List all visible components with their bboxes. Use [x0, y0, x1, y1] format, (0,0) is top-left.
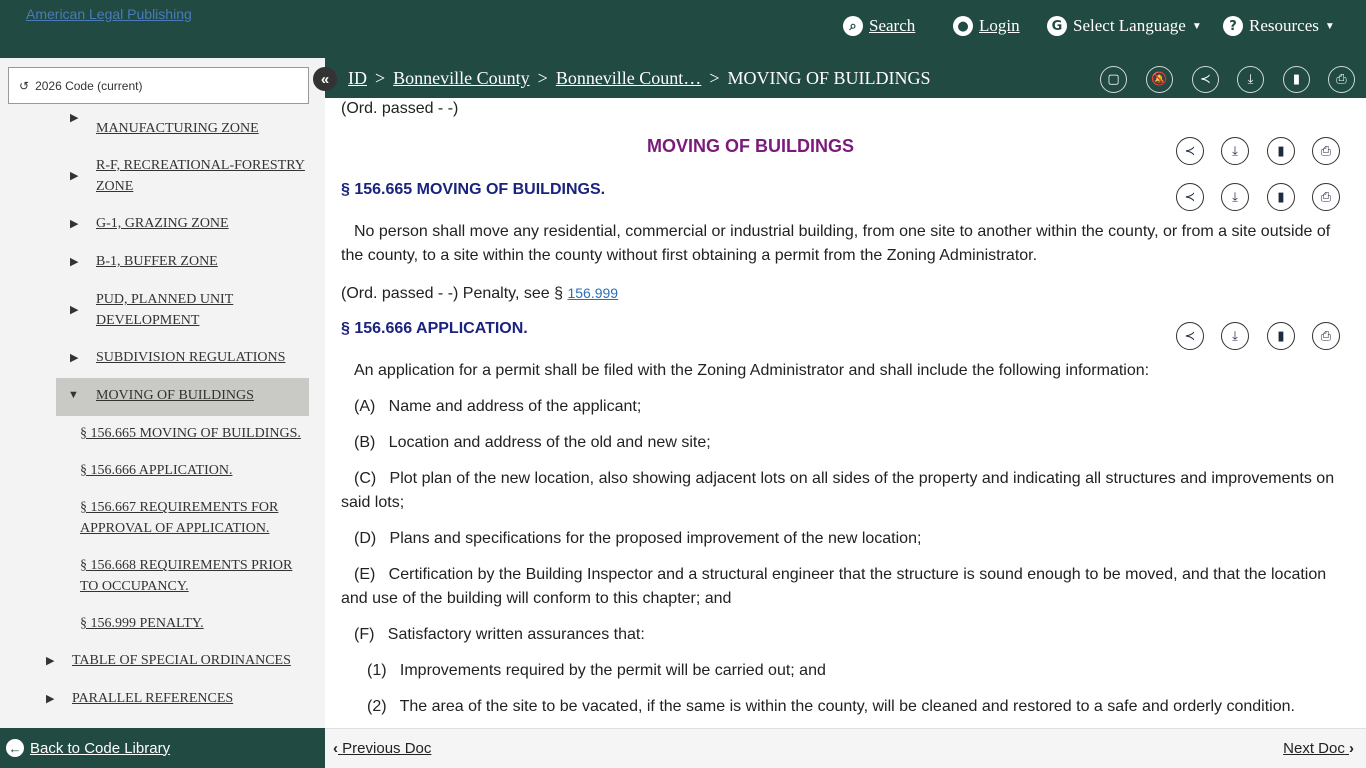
previous-doc-link[interactable]	[333, 740, 431, 757]
toc-item[interactable]: PUD, PLANNED UNIT DEVELOPMENT	[96, 292, 234, 328]
breadcrumb-id[interactable]: ID	[348, 68, 367, 88]
collapse-icon[interactable]: ▼	[68, 389, 79, 401]
toc-subitem[interactable]: § 156.668 REQUIREMENTS PRIOR TO OCCUPANCY.	[80, 558, 293, 594]
document-title: MOVING OF BUILDINGS	[647, 136, 854, 156]
print-icon[interactable]: ⎙	[1312, 137, 1340, 165]
notes-icon[interactable]: ▢	[1100, 66, 1127, 93]
back-label: Back to Code Library	[30, 739, 171, 757]
print-icon[interactable]: ⎙	[1312, 322, 1340, 350]
list-subitem: (2) The area of the site to be vacated, if the same is within the county, will be cleaned and restored to a safe and orderly condition.	[367, 698, 1295, 715]
download-icon[interactable]: ⤓	[1237, 66, 1264, 93]
toc-item[interactable]: SUBDIVISION REGULATIONS	[96, 350, 286, 365]
separator: >	[375, 68, 386, 88]
search-button[interactable]	[843, 16, 915, 36]
print-icon[interactable]: ⎙	[1312, 183, 1340, 211]
expand-icon[interactable]: ▶	[70, 256, 79, 268]
chevron-right-icon: ›	[1349, 740, 1354, 757]
user-icon: ●	[953, 16, 973, 36]
toc-item[interactable]: B-1, BUFFER ZONE	[96, 254, 218, 269]
section-text: An application for a permit shall be filed with the Zoning Administrator and shall include the following information:	[354, 362, 1150, 379]
search-label: Search	[869, 16, 916, 35]
bookmark-icon[interactable]: ▮	[1267, 137, 1295, 165]
download-icon[interactable]: ⤓	[1221, 137, 1249, 165]
resources-menu[interactable]	[1223, 16, 1335, 36]
login-label: Login	[979, 16, 1020, 35]
breadcrumb	[348, 68, 930, 89]
expand-icon[interactable]: ▶	[46, 693, 55, 705]
resources-label: Resources	[1249, 16, 1319, 35]
breadcrumb-code[interactable]: Bonneville Count…	[555, 68, 702, 88]
toc-item-selected[interactable]: MOVING OF BUILDINGS	[96, 388, 254, 403]
breadcrumb-current: MOVING OF BUILDINGS	[727, 68, 931, 88]
bookmark-icon[interactable]: ▮	[1267, 322, 1295, 350]
help-icon: ?	[1223, 16, 1243, 36]
language-label: Select Language	[1073, 16, 1186, 35]
section-heading: § 156.666 APPLICATION.	[341, 320, 528, 337]
next-doc-link[interactable]	[1283, 740, 1354, 757]
separator: >	[709, 68, 720, 88]
google-icon: G	[1047, 16, 1067, 36]
list-item: (C) Plot plan of the new location, also showing adjacent lots on all sides of the property and indicating all structures and improvements on said lots;	[341, 470, 1339, 511]
arrow-left-icon: ←	[6, 739, 24, 757]
chevron-left-icon: ‹	[333, 740, 338, 757]
version-label: 2026 Code (current)	[35, 78, 143, 93]
back-to-library-link[interactable]	[0, 728, 325, 768]
download-icon[interactable]: ⤓	[1221, 183, 1249, 211]
chevron-down-icon: ▼	[1191, 20, 1202, 32]
penalty-note	[341, 281, 1341, 306]
list-item: (B) Location and address of the old and new site;	[354, 434, 711, 451]
toc-sidebar	[0, 58, 325, 728]
toc-item[interactable]: MANUFACTURING ZONE	[96, 121, 259, 136]
top-header	[0, 0, 1366, 58]
section-heading: § 156.665 MOVING OF BUILDINGS.	[341, 181, 606, 198]
bookmark-icon[interactable]: ▮	[1267, 183, 1295, 211]
share-icon[interactable]: ≺	[1176, 183, 1204, 211]
list-item: (F) Satisfactory written assurances that:	[354, 626, 645, 643]
next-label: Next Doc	[1283, 740, 1345, 757]
chevron-down-icon: ▼	[1324, 20, 1335, 32]
share-icon[interactable]: ≺	[1176, 322, 1204, 350]
separator: >	[537, 68, 548, 88]
section-text: No person shall move any residential, commercial or industrial building, from one site to another within the county, or from a site outside of the county, to a site within the county without first obtaining a permit from the Zoning Administrator.	[341, 223, 1331, 264]
expand-icon[interactable]: ▶	[70, 218, 79, 230]
penalty-link[interactable]: 156.999	[567, 285, 619, 301]
expand-icon[interactable]: ▶	[46, 655, 55, 667]
collapse-sidebar-button[interactable]: «	[313, 67, 337, 91]
note-text: (Ord. passed - -) Penalty, see §	[341, 285, 564, 302]
list-item: (E) Certification by the Building Inspector and a structural engineer that the structure is sound enough to be moved, and that the location and use of the building will conform to this chapter; and	[341, 566, 1331, 607]
doc-nav-footer	[325, 728, 1366, 768]
toc-item[interactable]: G-1, GRAZING ZONE	[96, 216, 229, 231]
download-icon[interactable]: ⤓	[1221, 322, 1249, 350]
expand-icon[interactable]: ▶	[70, 304, 79, 316]
alerts-off-icon[interactable]: 🔕	[1146, 66, 1173, 93]
share-icon[interactable]: ≺	[1176, 137, 1204, 165]
history-icon: ↺	[19, 78, 30, 93]
expand-icon[interactable]: ▶	[70, 352, 79, 364]
search-icon: ⌕	[843, 16, 863, 36]
language-select[interactable]	[1047, 16, 1202, 36]
list-item: (A) Name and address of the applicant;	[354, 398, 642, 415]
toc-item[interactable]: PARALLEL REFERENCES	[72, 691, 234, 706]
version-selector[interactable]	[8, 67, 309, 104]
toc-subitem[interactable]: § 156.666 APPLICATION.	[80, 463, 233, 478]
prev-label: Previous Doc	[342, 740, 432, 757]
ordinance-note: (Ord. passed - -)	[341, 100, 459, 117]
toc-subitem[interactable]: § 156.999 PENALTY.	[80, 616, 204, 631]
print-icon[interactable]: ⎙	[1328, 66, 1355, 93]
toc-item[interactable]: R-F, RECREATIONAL-FORESTRY ZONE	[96, 158, 305, 194]
expand-icon[interactable]: ▶	[70, 112, 79, 124]
toc-subitem[interactable]: § 156.665 MOVING OF BUILDINGS.	[80, 426, 301, 441]
login-button[interactable]	[953, 16, 1020, 36]
bookmark-icon[interactable]: ▮	[1283, 66, 1310, 93]
toc-item[interactable]: TABLE OF SPECIAL ORDINANCES	[72, 653, 291, 668]
share-icon[interactable]: ≺	[1192, 66, 1219, 93]
logo-link[interactable]: American Legal Publishing	[26, 6, 192, 22]
toc-subitem[interactable]: § 156.667 REQUIREMENTS FOR APPROVAL OF APPLICATION.	[80, 500, 279, 536]
list-item: (D) Plans and specifications for the proposed improvement of the new location;	[354, 530, 922, 547]
breadcrumb-county[interactable]: Bonneville County	[393, 68, 530, 88]
list-subitem: (1) Improvements required by the permit will be carried out; and	[367, 662, 826, 679]
expand-icon[interactable]: ▶	[70, 170, 79, 182]
